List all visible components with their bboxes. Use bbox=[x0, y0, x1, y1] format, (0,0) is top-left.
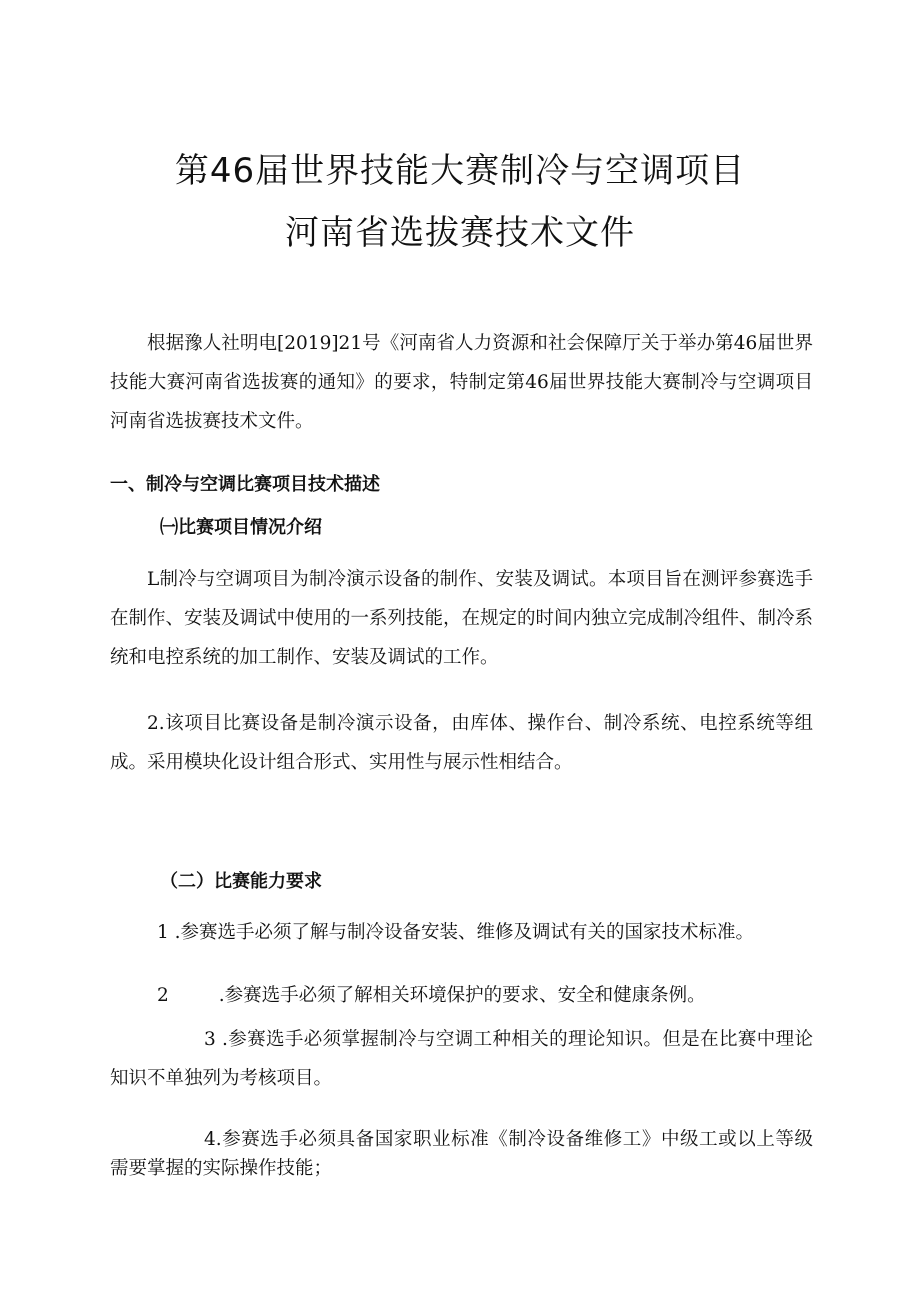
requirement-item-2 bbox=[110, 976, 813, 1015]
requirement-item-2-number: 2 bbox=[157, 985, 169, 1006]
requirement-item-3 bbox=[110, 1020, 813, 1098]
document-title-line2: 河南省选拔赛技术文件 bbox=[285, 213, 635, 253]
requirement-item-1-number: 1 bbox=[157, 922, 169, 943]
requirement-item-4-text: 参赛选手必须具备国家职业标准《制冷设备维修工》中级工或以上等级需要掌握的实际操作技能； bbox=[110, 1129, 813, 1179]
subsection2-heading: （二）比赛能力要求 bbox=[160, 871, 322, 892]
requirement-item-3-number: 3 bbox=[204, 1029, 216, 1050]
requirement-item-4 bbox=[110, 1125, 813, 1183]
requirement-item-2-text: .参赛选手必须了解相关环境保护的要求、安全和健康条例。 bbox=[218, 985, 706, 1006]
subsection1-heading: ㈠比赛项目情况介绍 bbox=[160, 517, 322, 538]
requirement-item-3-text: .参赛选手必须掌握制冷与空调工种相关的理论知识。但是在比赛中理论知识不单独列为考核项目。 bbox=[110, 1029, 813, 1089]
subsection1-paragraph1: L制冷与空调项目为制冷演示设备的制作、安装及调试。本项目旨在测评参赛选手在制作、安装及调试中使用的一系列技能，在规定的时间内独立完成制冷组件、制冷系统和电控系统的加工制作、安装及调试的工作。 bbox=[110, 569, 814, 668]
subsection1-paragraph2: 2.该项目比赛设备是制冷演示设备，由库体、操作台、制冷系统、电控系统等组成。采用模块化设计组合形式、实用性与展示性相结合。 bbox=[110, 713, 813, 773]
intro-paragraph: 根据豫人社明电[2019]21号《河南省人力资源和社会保障厅关于举办第46届世界技能大赛河南省选拔赛的通知》的要求，特制定第46届世界技能大赛制冷与空调项目河南省选拔赛技术文件。 bbox=[110, 333, 813, 432]
section1-heading: 一、制冷与空调比赛项目技术描述 bbox=[110, 474, 380, 495]
requirement-item-4-number: 4. bbox=[204, 1129, 222, 1150]
requirement-item-1-text: .参赛选手必须了解与制冷设备安装、维修及调试有关的国家技术标准。 bbox=[174, 922, 755, 943]
document-title-line1: 第46届世界技能大赛制冷与空调项目 bbox=[174, 151, 746, 191]
requirement-item-1 bbox=[110, 913, 813, 952]
